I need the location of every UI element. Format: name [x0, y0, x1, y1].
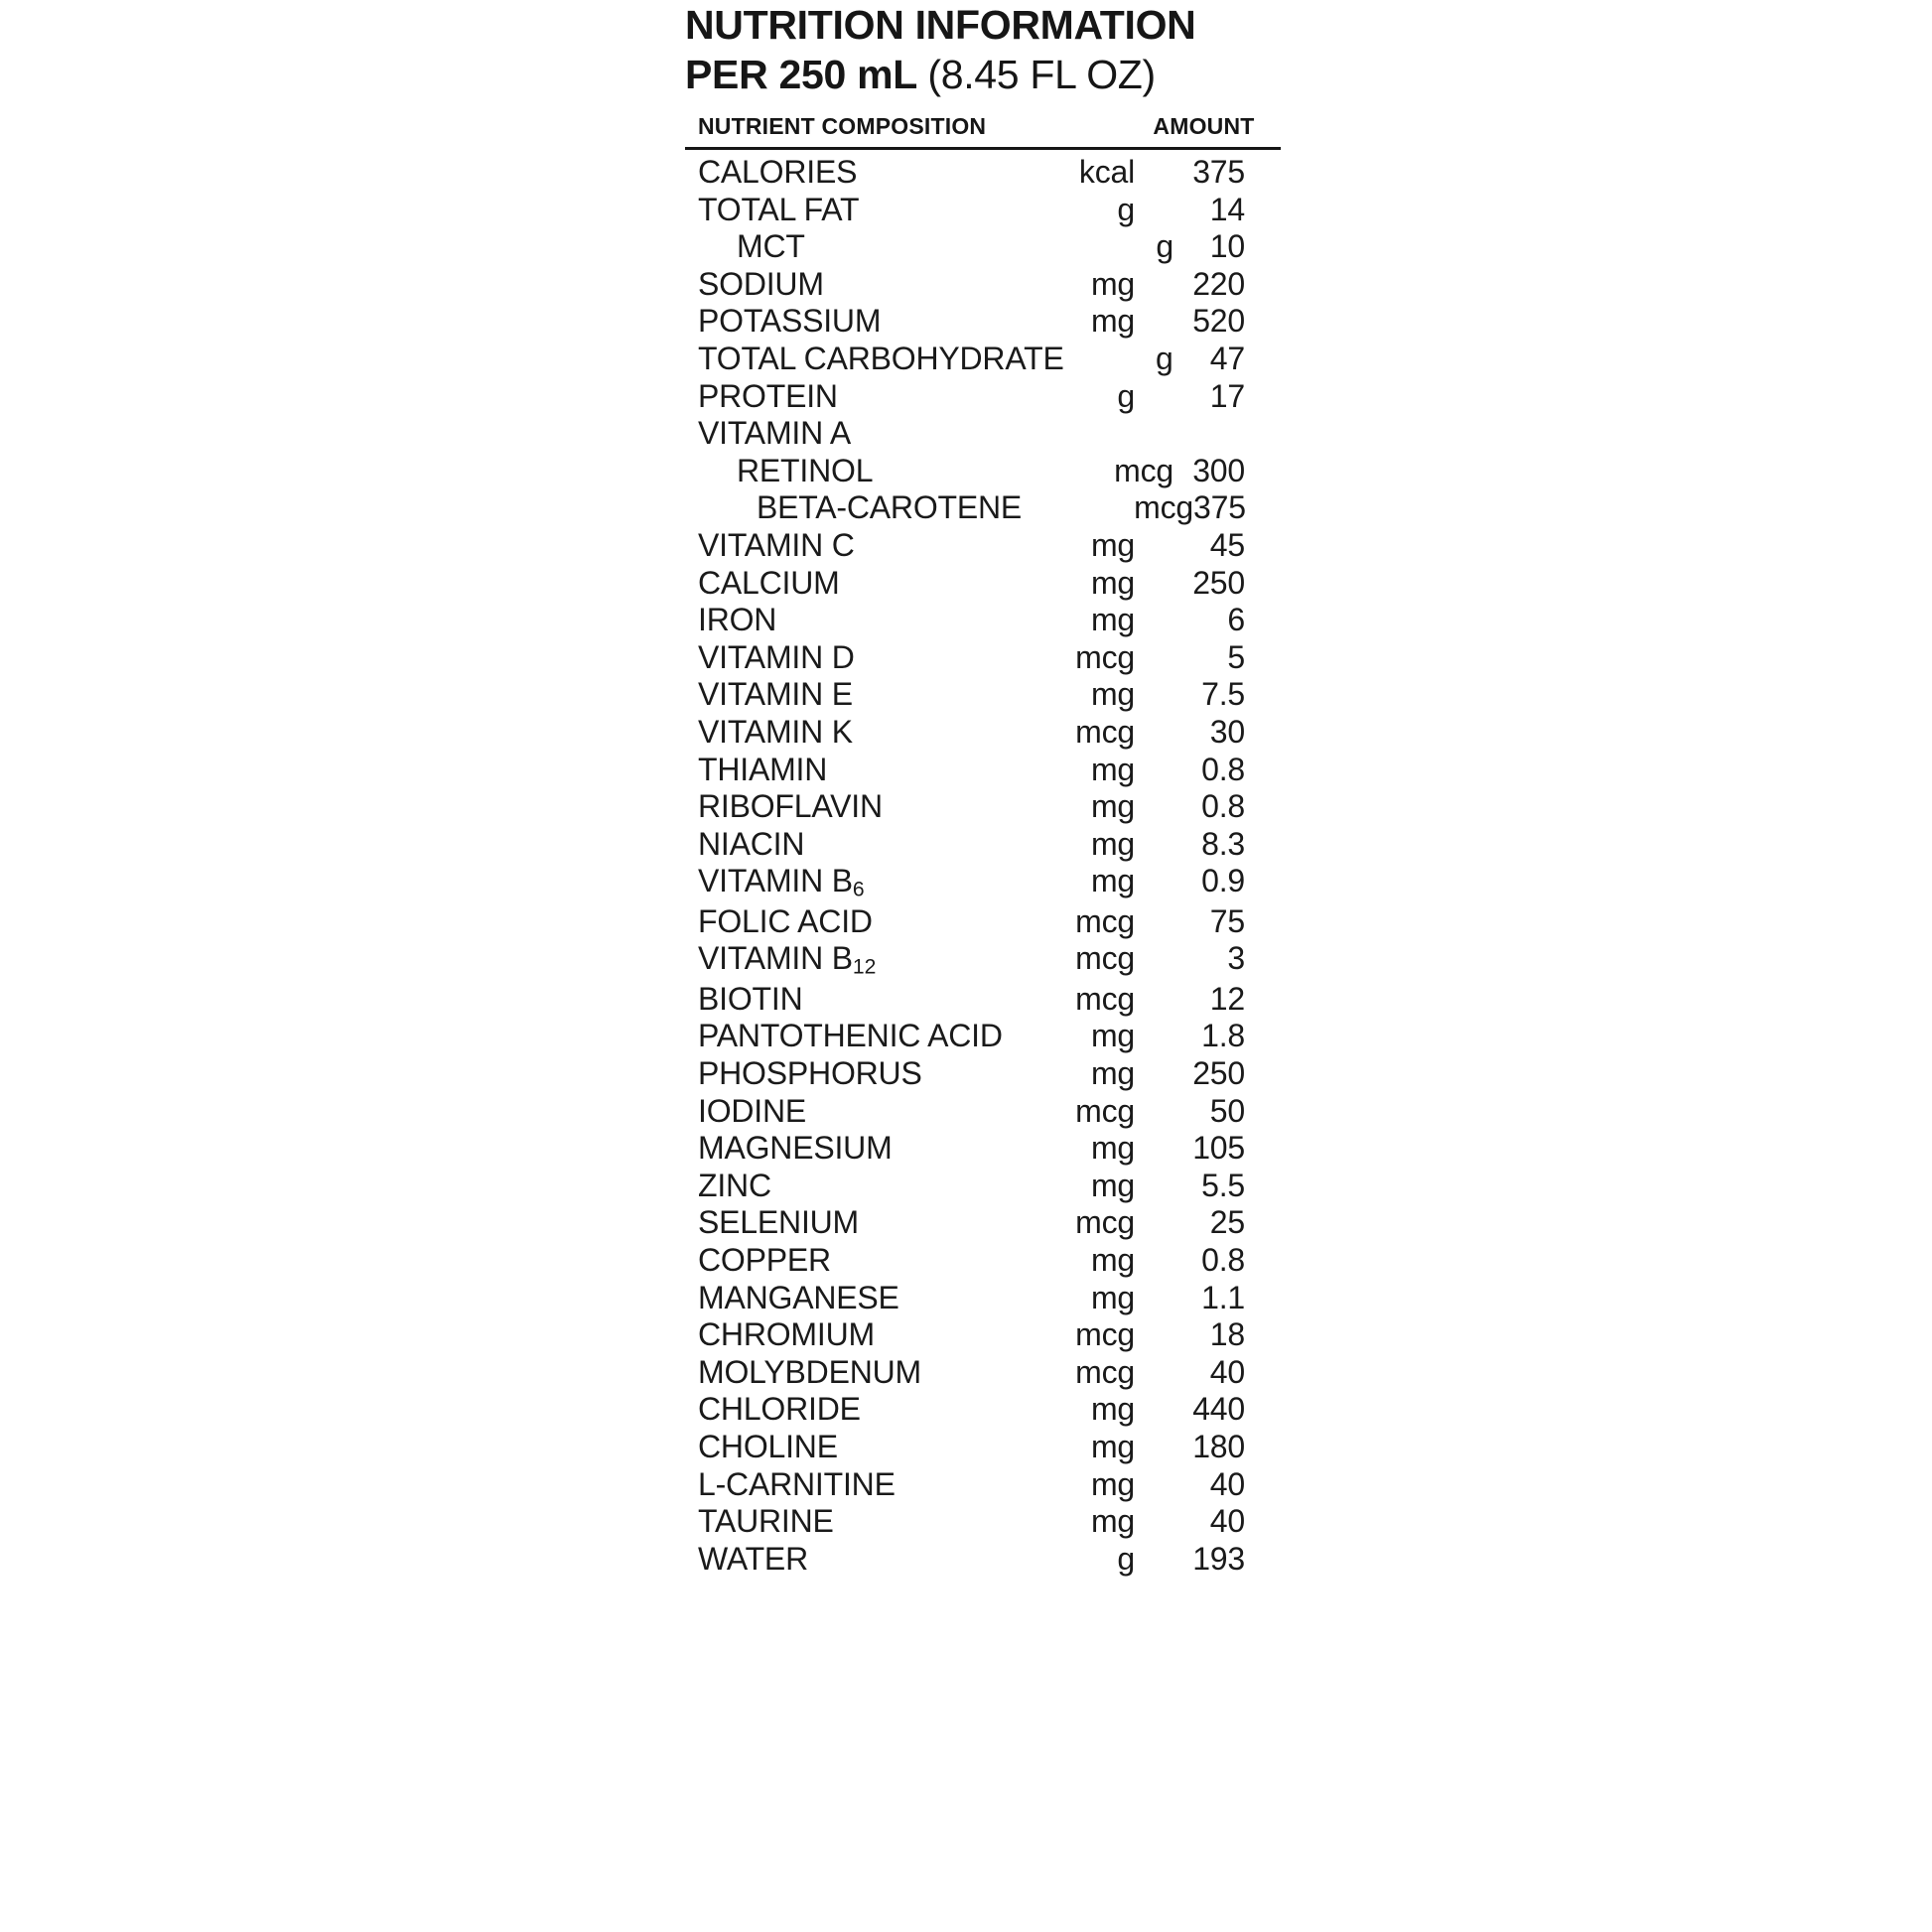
nutrient-row [685, 1018, 1281, 1055]
nutrient-amount: 7.5 [1201, 676, 1245, 713]
nutrient-unit: mcg [1134, 489, 1193, 526]
nutrient-unit: mcg [1075, 638, 1135, 675]
nutrient-unit: mcg [1075, 940, 1135, 977]
nutrient-unit: g [1117, 1540, 1135, 1577]
nutrient-unit: mg [1090, 863, 1135, 899]
nutrient-row [685, 1242, 1281, 1280]
title-line-1: NUTRITION INFORMATION [685, 2, 1196, 48]
nutrient-name: VITAMIN A [698, 415, 852, 452]
nutrient-amount: 47 [1209, 341, 1245, 376]
nutrient-name: CHROMIUM [698, 1316, 875, 1353]
nutrient-row [685, 1503, 1281, 1541]
nutrient-amount: 250 [1192, 564, 1245, 601]
nutrient-row [685, 565, 1281, 603]
nutrient-unit: mg [1090, 788, 1135, 825]
nutrient-amount: 75 [1209, 902, 1245, 939]
nutrient-unit: mg [1090, 1241, 1135, 1278]
nutrient-rows [685, 154, 1281, 1578]
nutrient-row [685, 788, 1281, 826]
nutrient-unit: kcal [1078, 154, 1135, 191]
nutrient-unit: mcg [1075, 1092, 1135, 1129]
serving-size-imperial: (8.45 FL OZ) [927, 52, 1156, 98]
nutrient-name: CALCIUM [698, 564, 840, 601]
nutrient-row [685, 1354, 1281, 1392]
nutrient-name: NIACIN [698, 825, 805, 862]
nutrient-name [685, 863, 1026, 902]
nutrient-unit: mg [1090, 676, 1135, 713]
nutrient-amount: 5 [1227, 638, 1245, 675]
nutrient-row [685, 752, 1281, 789]
nutrient-name: BETA-CAROTENE [757, 489, 1023, 526]
nutrient-row [685, 903, 1281, 941]
nutrient-unit: mcg [1075, 902, 1135, 939]
nutrient-name: IODINE [698, 1092, 807, 1129]
nutrient-amount: 12 [1209, 980, 1245, 1017]
nutrient-unit: mg [1090, 265, 1135, 302]
nutrient-amount: 375 [1192, 154, 1245, 191]
nutrient-amount: 0.8 [1201, 751, 1245, 787]
label-title [685, 0, 1281, 99]
nutrient-row [685, 676, 1281, 714]
nutrient-amount: 440 [1192, 1391, 1245, 1428]
nutrient-row [685, 1391, 1281, 1429]
nutrient-name: TAURINE [698, 1503, 834, 1540]
nutrient-unit: mg [1090, 751, 1135, 787]
nutrient-name-subscript: 12 [852, 956, 877, 979]
nutrient-unit: g [1156, 228, 1173, 265]
nutrient-name: CALORIES [698, 154, 858, 191]
table-column-headers [685, 113, 1281, 150]
nutrient-amount: 180 [1192, 1428, 1245, 1464]
nutrient-unit: g [1156, 341, 1173, 376]
nutrient-unit: mg [1090, 1391, 1135, 1428]
nutrient-row [685, 341, 1281, 378]
nutrient-unit: mg [1090, 1279, 1135, 1315]
nutrient-name: WATER [698, 1540, 808, 1577]
nutrient-row [685, 1204, 1281, 1242]
nutrient-unit: mcg [1075, 713, 1135, 750]
nutrient-row [685, 303, 1281, 341]
nutrient-row [685, 527, 1281, 565]
nutrient-name: PHOSPHORUS [698, 1055, 922, 1091]
nutrient-row [685, 453, 1281, 490]
nutrient-name-base: VITAMIN B [698, 863, 853, 899]
nutrient-name: PANTOTHENIC ACID [698, 1018, 1003, 1054]
nutrient-amount: 14 [1209, 191, 1245, 227]
nutrient-amount: 220 [1192, 265, 1245, 302]
nutrient-amount: 300 [1192, 452, 1245, 488]
nutrient-amount: 8.3 [1201, 825, 1245, 862]
nutrient-amount: 3 [1227, 940, 1245, 977]
nutrition-information-panel [685, 0, 1281, 1578]
nutrient-name: MAGNESIUM [698, 1130, 893, 1167]
nutrient-name [685, 940, 1026, 980]
serving-size-bold: PER 250 mL [685, 52, 917, 98]
nutrient-row [685, 415, 1281, 453]
nutrient-name: SELENIUM [698, 1204, 859, 1241]
nutrient-unit: mcg [1075, 1353, 1135, 1390]
nutrient-row [685, 1093, 1281, 1131]
nutrient-name: ZINC [698, 1167, 771, 1203]
nutrient-name: FOLIC ACID [698, 902, 873, 939]
nutrient-amount: 40 [1209, 1353, 1245, 1390]
nutrient-name: CHLORIDE [698, 1391, 861, 1428]
nutrient-row [685, 639, 1281, 677]
nutrient-unit: mg [1090, 1465, 1135, 1502]
nutrient-row [685, 826, 1281, 864]
nutrient-name: MCT [737, 228, 805, 265]
nutrient-row [685, 1466, 1281, 1504]
nutrient-unit: mg [1090, 1018, 1135, 1054]
nutrient-name-subscript: 6 [852, 878, 865, 901]
nutrient-name: VITAMIN E [698, 676, 853, 713]
nutrient-name: MANGANESE [698, 1279, 899, 1315]
nutrient-row [685, 192, 1281, 229]
nutrient-amount: 5.5 [1201, 1167, 1245, 1203]
nutrient-row [685, 1429, 1281, 1466]
nutrient-unit: mg [1090, 1055, 1135, 1091]
nutrient-name: TOTAL CARBOHYDRATE [698, 341, 1064, 376]
nutrient-row [685, 1168, 1281, 1205]
nutrient-name: SODIUM [698, 265, 824, 302]
column-header-amount: AMOUNT [1153, 113, 1255, 140]
nutrient-amount: 105 [1192, 1130, 1245, 1167]
nutrient-name: POTASSIUM [698, 303, 882, 340]
nutrient-row [685, 602, 1281, 639]
nutrient-name: THIAMIN [698, 751, 828, 787]
nutrient-row [685, 1055, 1281, 1093]
nutrient-row [685, 228, 1281, 266]
nutrient-amount: 10 [1209, 228, 1245, 265]
nutrient-name: BIOTIN [698, 980, 803, 1017]
nutrient-unit: g [1117, 191, 1135, 227]
nutrient-amount: 1.8 [1201, 1018, 1245, 1054]
nutrient-row [685, 378, 1281, 416]
title-line-2 [685, 50, 1281, 99]
nutrient-amount: 0.9 [1201, 863, 1245, 899]
nutrient-amount: 193 [1192, 1540, 1245, 1577]
nutrient-name: MOLYBDENUM [698, 1353, 921, 1390]
nutrient-amount: 375 [1193, 489, 1246, 526]
nutrient-amount: 17 [1209, 377, 1245, 414]
nutrient-unit: mcg [1075, 1204, 1135, 1241]
nutrient-amount: 45 [1209, 526, 1245, 563]
nutrient-amount: 40 [1209, 1503, 1245, 1540]
nutrient-amount: 18 [1209, 1316, 1245, 1353]
nutrient-name: RETINOL [737, 452, 874, 488]
nutrient-name: CHOLINE [698, 1428, 838, 1464]
nutrient-unit: mg [1090, 526, 1135, 563]
nutrient-name: VITAMIN D [698, 638, 855, 675]
nutrient-row [685, 1541, 1281, 1579]
nutrient-amount: 0.8 [1201, 788, 1245, 825]
nutrient-row [685, 981, 1281, 1019]
nutrient-unit: mg [1090, 1503, 1135, 1540]
nutrient-unit: g [1117, 377, 1135, 414]
nutrient-amount: 30 [1209, 713, 1245, 750]
nutrient-amount: 50 [1209, 1092, 1245, 1129]
nutrient-amount: 250 [1192, 1055, 1245, 1091]
nutrient-unit: mg [1090, 602, 1135, 638]
nutrient-name: VITAMIN C [698, 526, 855, 563]
nutrient-row [685, 863, 1281, 902]
nutrient-amount: 25 [1209, 1204, 1245, 1241]
nutrient-row [685, 1316, 1281, 1354]
nutrient-row [685, 154, 1281, 192]
nutrient-unit: mg [1090, 1130, 1135, 1167]
nutrient-name: IRON [698, 602, 777, 638]
nutrient-row [685, 266, 1281, 304]
nutrient-unit: mg [1090, 825, 1135, 862]
nutrient-name-base: VITAMIN B [698, 940, 853, 977]
nutrient-row [685, 1280, 1281, 1317]
nutrient-name: RIBOFLAVIN [698, 788, 883, 825]
nutrient-amount: 6 [1227, 602, 1245, 638]
nutrient-unit: mg [1090, 1167, 1135, 1203]
nutrient-unit: mcg [1075, 1316, 1135, 1353]
nutrient-row [685, 940, 1281, 980]
nutrient-row [685, 489, 1281, 527]
nutrient-name: L-CARNITINE [698, 1465, 896, 1502]
nutrient-name: COPPER [698, 1241, 831, 1278]
nutrient-unit: mcg [1114, 452, 1173, 488]
nutrient-unit: mg [1090, 303, 1135, 340]
nutrient-unit: mg [1090, 564, 1135, 601]
nutrient-name: TOTAL FAT [698, 191, 860, 227]
nutrient-amount: 520 [1192, 303, 1245, 340]
nutrient-name: VITAMIN K [698, 713, 853, 750]
column-header-nutrient: NUTRIENT COMPOSITION [698, 113, 987, 140]
nutrient-amount: 1.1 [1201, 1279, 1245, 1315]
nutrient-amount: 0.8 [1201, 1241, 1245, 1278]
nutrient-unit: mg [1090, 1428, 1135, 1464]
nutrient-amount: 40 [1209, 1465, 1245, 1502]
nutrient-unit: mcg [1075, 980, 1135, 1017]
nutrient-row [685, 1130, 1281, 1168]
nutrient-row [685, 714, 1281, 752]
nutrient-name: PROTEIN [698, 377, 838, 414]
